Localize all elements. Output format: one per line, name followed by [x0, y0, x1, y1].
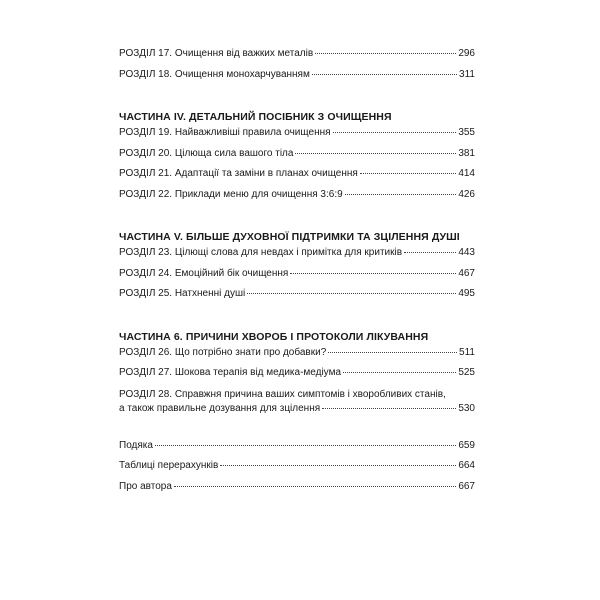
toc-entry-page: 414	[458, 168, 475, 179]
toc-entry-label: Таблиці перерахунків	[119, 460, 219, 471]
toc-entry-label: РОЗДІЛ 27. Шокова терапія від медика-медіума	[119, 367, 342, 378]
part-heading-6: ЧАСТИНА 6. ПРИЧИНИ ХВОРОБ І ПРОТОКОЛИ ЛІКУВАННЯ	[119, 330, 429, 343]
part-heading-4: ЧАСТИНА IV. ДЕТАЛЬНИЙ ПОСІБНИК З ОЧИЩЕННЯ	[119, 111, 392, 123]
toc-entry-label: РОЗДІЛ 17. Очищення від важких металів	[119, 48, 314, 59]
toc-entry-page: 296	[458, 48, 475, 59]
toc-entry-label-line2: а також правильне дозування для зцілення	[119, 402, 321, 414]
toc-entry-chapter-18[interactable]	[119, 69, 475, 90]
toc-entry-page: 525	[458, 367, 475, 378]
part-heading-5: ЧАСТИНА V. БІЛЬШЕ ДУХОВНОЇ ПІДТРИМКИ ТА ЗЦІЛЕННЯ ДУШІ	[119, 231, 460, 243]
toc-entry-chapter-22[interactable]	[119, 189, 475, 210]
toc-entry-page: 311	[459, 68, 475, 80]
dot-leader	[315, 53, 456, 54]
toc-entry-label: РОЗДІЛ 18. Очищення монохарчуванням	[119, 68, 310, 80]
toc-entry-label: РОЗДІЛ 19. Найважливіші правила очищення	[119, 127, 331, 138]
toc-entry-label-line1: РОЗДІЛ 28. Справжня причина ваших симптомів і хворобливих станів,	[119, 388, 446, 400]
toc-entry-page: 467	[458, 267, 475, 279]
toc-entry-page: 659	[458, 439, 475, 451]
dot-leader	[174, 486, 456, 487]
toc-entry-page: 530	[458, 402, 475, 414]
toc-entry-conversion-tables[interactable]	[119, 460, 475, 481]
toc-entry-label: Про автора	[119, 480, 172, 492]
toc-entry-chapter-28[interactable]	[119, 388, 475, 416]
dot-leader	[333, 132, 457, 133]
dot-leader	[220, 465, 456, 466]
toc-entry-chapter-20[interactable]	[119, 148, 475, 169]
dot-leader	[247, 293, 456, 294]
toc-entry-acknowledgements[interactable]	[119, 440, 475, 461]
dot-leader	[360, 173, 456, 174]
toc-entry-page: 381	[458, 147, 475, 159]
toc-entry-label: Подяка	[119, 439, 153, 451]
toc-entry-label: РОЗДІЛ 26. Що потрібно знати про добавки?	[119, 346, 327, 358]
dot-leader	[343, 372, 456, 373]
toc-entry-chapter-25[interactable]	[119, 288, 475, 309]
toc-entry-page: 355	[458, 127, 475, 138]
section-gap	[119, 416, 475, 440]
toc-entry-label: РОЗДІЛ 21. Адаптації та заміни в планах очищення	[119, 168, 358, 179]
toc-entry-label: РОЗДІЛ 22. Приклади меню для очищення 3:6:9	[119, 188, 343, 200]
toc-entry-chapter-23[interactable]	[119, 247, 475, 268]
toc-entry-label: РОЗДІЛ 24. Емоційний бік очищення	[119, 267, 289, 279]
toc-entry-chapter-24[interactable]	[119, 268, 475, 289]
toc-entry-page: 511	[459, 346, 475, 358]
dot-leader	[290, 273, 456, 274]
toc-entry-page: 443	[458, 247, 475, 258]
dot-leader	[312, 74, 457, 75]
toc-entry-chapter-21[interactable]	[119, 168, 475, 189]
toc-entry-label: РОЗДІЛ 23. Цілющі слова для невдах і примітка для критиків	[119, 247, 403, 258]
toc-entry-page: 667	[458, 480, 475, 492]
dot-leader	[328, 352, 457, 353]
toc-entry-chapter-17[interactable]	[119, 48, 475, 69]
toc-entry-chapter-26[interactable]	[119, 347, 475, 368]
toc-entry-label: РОЗДІЛ 20. Цілюща сила вашого тіла	[119, 147, 294, 159]
toc-entry-label: РОЗДІЛ 25. Натхненні душі	[119, 288, 246, 299]
toc-entry-chapter-27[interactable]	[119, 367, 475, 388]
dot-leader	[155, 445, 456, 446]
dot-leader	[322, 408, 456, 409]
dot-leader	[345, 194, 457, 195]
table-of-contents	[119, 48, 475, 501]
toc-entry-page: 426	[458, 188, 475, 200]
dot-leader	[404, 252, 456, 253]
dot-leader	[295, 153, 456, 154]
toc-entry-about-author[interactable]	[119, 481, 475, 502]
toc-entry-page: 495	[458, 288, 475, 299]
toc-entry-chapter-19[interactable]	[119, 127, 475, 148]
toc-entry-page: 664	[458, 460, 475, 471]
